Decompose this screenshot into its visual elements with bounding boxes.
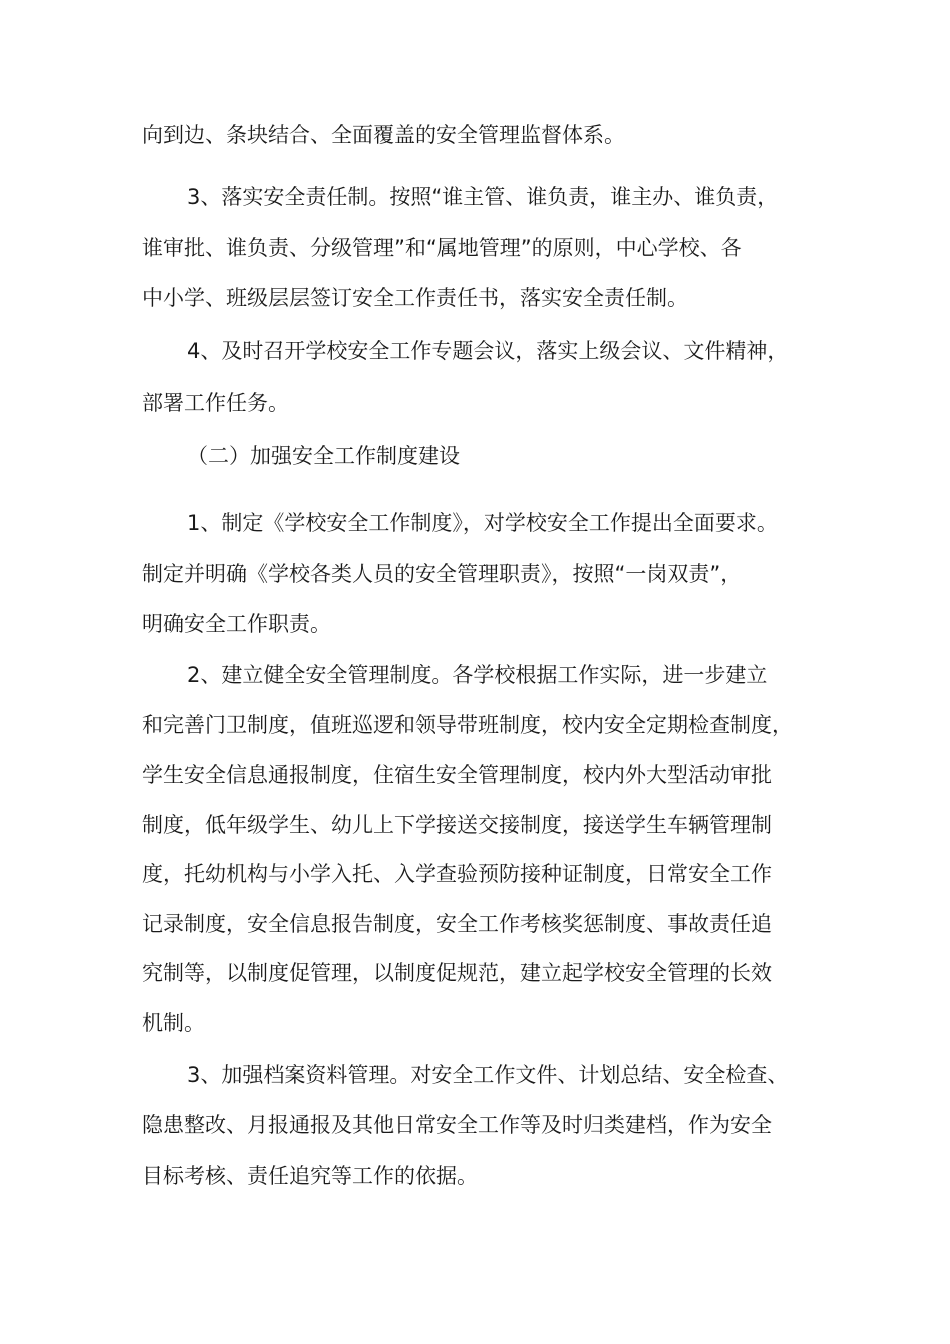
paragraph-line: 记录制度，安全信息报告制度，安全工作考核奖惩制度、事故责任追 (142, 912, 772, 936)
paragraph-line: 向到边、条块结合、全面覆盖的安全管理监督体系。 (142, 123, 625, 147)
paragraph-line: 制定并明确《学校各类人员的安全管理职责》，按照“一岗双责”， (142, 562, 742, 586)
paragraph-line: 2、建立健全安全管理制度。各学校根据工作实际，进一步建立 (187, 663, 768, 687)
paragraph-line: 1、制定《学校安全工作制度》，对学校安全工作提出全面要求。 (187, 511, 778, 535)
paragraph-line: 究制等，以制度促管理，以制度促规范，建立起学校安全管理的长效 (142, 961, 772, 985)
paragraph-line: 度，托幼机构与小学入托、入学查验预防接种证制度，日常安全工作 (142, 862, 772, 886)
paragraph-line: 明确安全工作职责。 (142, 612, 331, 636)
paragraph-line: 制度，低年级学生、幼儿上下学接送交接制度，接送学生车辆管理制 (142, 813, 772, 837)
paragraph-line: 和完善门卫制度，值班巡逻和领导带班制度，校内安全定期检查制度， (142, 713, 793, 737)
paragraph-line: 机制。 (142, 1011, 205, 1035)
paragraph-line: 隐患整改、月报通报及其他日常安全工作等及时归类建档，作为安全 (142, 1113, 772, 1137)
paragraph-line: 学生安全信息通报制度，住宿生安全管理制度，校内外大型活动审批 (142, 763, 772, 787)
paragraph-line: 3、落实安全责任制。按照“谁主管、谁负责，谁主办、谁负责， (187, 185, 779, 209)
paragraph-line: 中小学、班级层层签订安全工作责任书，落实安全责任制。 (142, 286, 688, 310)
section-heading: （二）加强安全工作制度建设 (187, 444, 460, 468)
paragraph-line: 目标考核、责任追究等工作的依据。 (142, 1164, 478, 1188)
paragraph-line: 谁审批、谁负责、分级管理”和“属地管理”的原则，中心学校、各 (142, 236, 742, 260)
paragraph-line: 3、加强档案资料管理。对安全工作文件、计划总结、安全检查、 (187, 1063, 789, 1087)
paragraph-line: 4、及时召开学校安全工作专题会议，落实上级会议、文件精神， (187, 339, 789, 363)
paragraph-line: 部署工作任务。 (142, 391, 289, 415)
